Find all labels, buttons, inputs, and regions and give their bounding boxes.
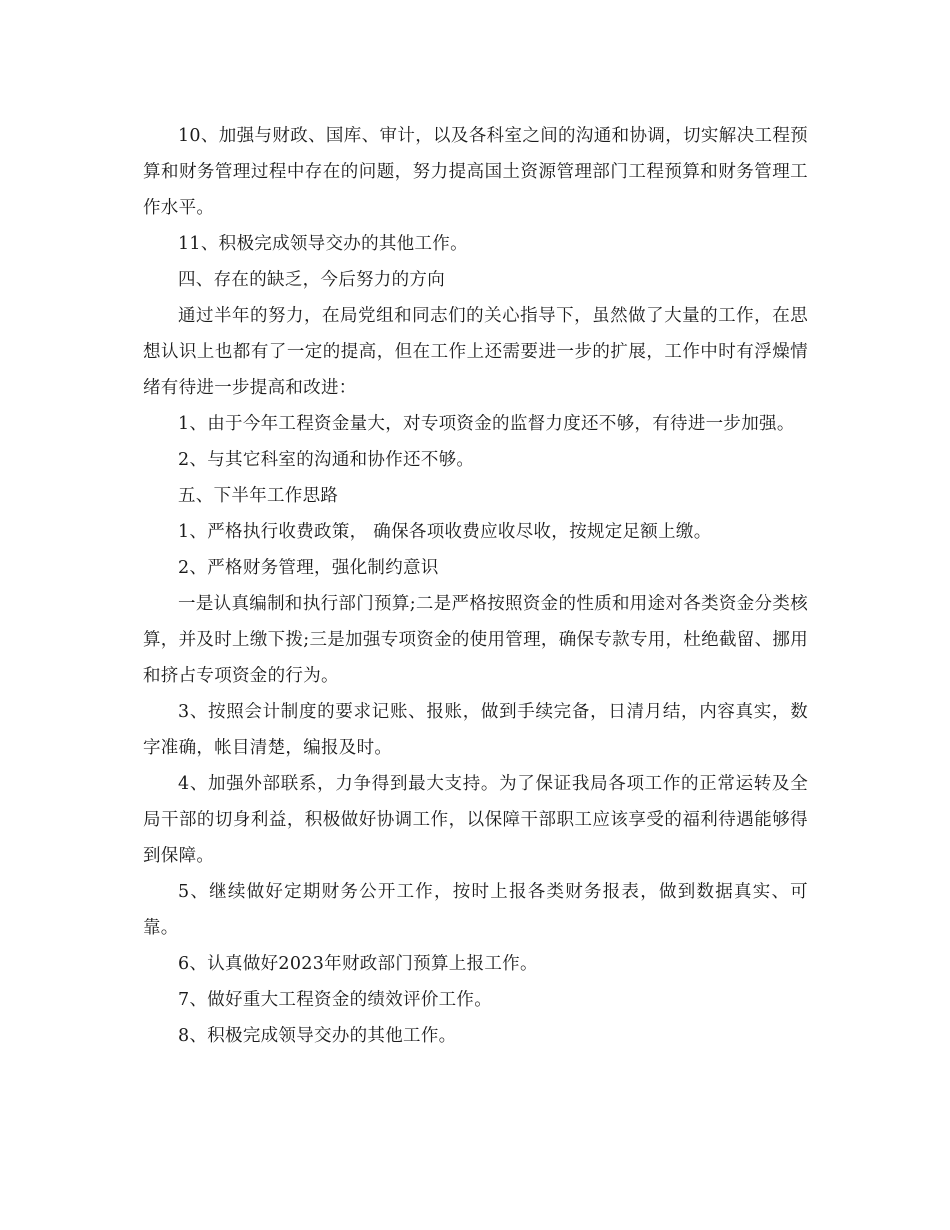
paragraph-plan-2-detail: 一是认真编制和执行部门预算;二是严格按照资金的性质和用途对各类资金分类核算，并及时上缴下拨;三是加强专项资金的使用管理，确保专款专用，杜绝截留、挪用和挤占专项资金的行为。	[143, 594, 808, 686]
paragraph-plan-2: 2、严格财务管理，强化制约意识	[178, 558, 439, 578]
section-heading-5: 五、下半年工作思路	[178, 486, 339, 506]
paragraph-plan-1: 1、严格执行收费政策， 确保各项收费应收尽收，按规定足额上缴。	[178, 522, 712, 542]
paragraph-item-11: 11、积极完成领导交办的其他工作。	[178, 234, 468, 254]
paragraph-summary: 通过半年的努力，在局党组和同志们的关心指导下，虽然做了大量的工作，在思想认识上也都有了一定的提高，但在工作上还需要进一步的扩展，工作中时有浮燥情绪有待进一步提高和改进：	[143, 306, 808, 398]
document-body	[143, 118, 808, 1054]
paragraph-plan-3: 3、按照会计制度的要求记账、报账，做到手续完备，日清月结，内容真实，数字准确，帐目清楚，编报及时。	[143, 702, 808, 758]
paragraph-plan-6: 6、认真做好2023年财政部门预算上报工作。	[178, 954, 538, 974]
paragraph-item-10: 10、加强与财政、国库、审计，以及各科室之间的沟通和协调，切实解决工程预算和财务管理过程中存在的问题，努力提高国土资源管理部门工程预算和财务管理工作水平。	[143, 126, 808, 218]
paragraph-shortcoming-1: 1、由于今年工程资金量大，对专项资金的监督力度还不够，有待进一步加强。	[178, 414, 795, 434]
paragraph-shortcoming-2: 2、与其它科室的沟通和协作还不够。	[178, 450, 475, 470]
paragraph-plan-8: 8、积极完成领导交办的其他工作。	[178, 1026, 457, 1046]
paragraph-plan-7: 7、做好重大工程资金的绩效评价工作。	[178, 990, 493, 1010]
paragraph-plan-4: 4、加强外部联系，力争得到最大支持。为了保证我局各项工作的正常运转及全局干部的切身利益，积极做好协调工作，以保障干部职工应该享受的福利待遇能够得到保障。	[143, 774, 808, 866]
section-heading-4: 四、存在的缺乏，今后努力的方向	[178, 270, 445, 290]
paragraph-plan-5: 5、继续做好定期财务公开工作，按时上报各类财务报表，做到数据真实、可靠。	[143, 882, 808, 938]
